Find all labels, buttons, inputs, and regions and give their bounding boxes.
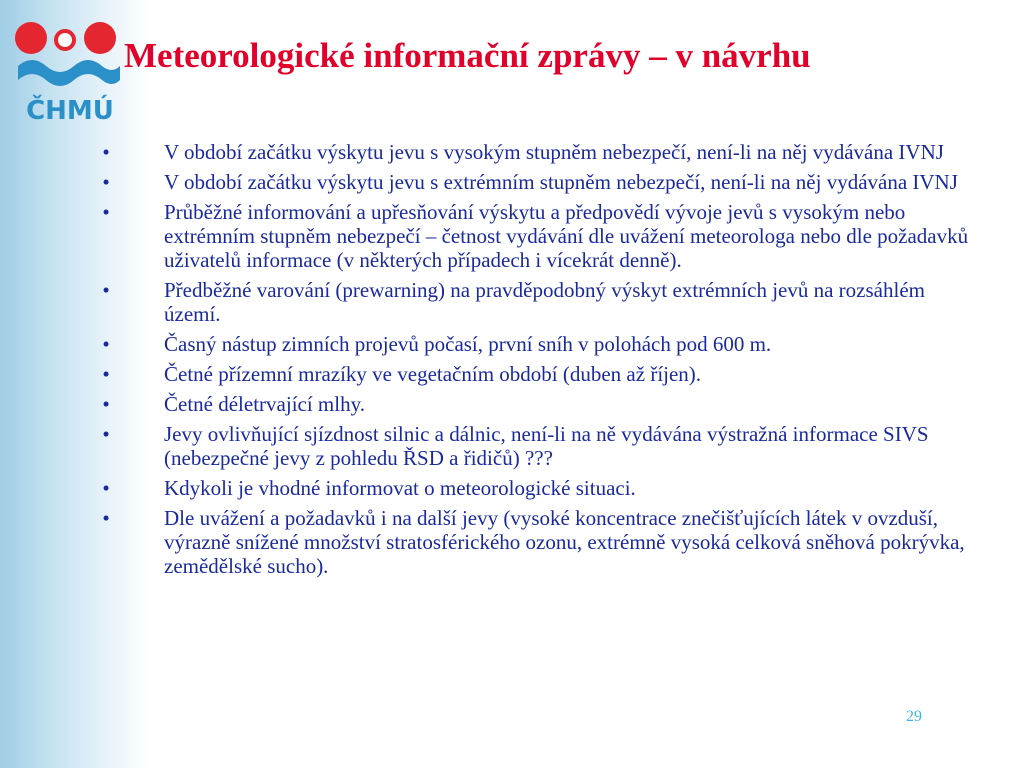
bullet-text: Průběžné informování a upřesňování výskytu a předpovědí vývoje jevů s vysokým nebo extrémním stupněm nebezpečí – četnost vydávání dle uvážení meteorologa nebo dle požadavků uživatelů informace (v některých případech i vícekrát denně). [164,200,969,272]
slide-title: Meteorologické informační zprávy – v návrhu [124,36,811,75]
bullet-dot-icon: • [102,422,110,446]
bullet-text: V období začátku výskytu jevu s extrémním stupněm nebezpečí, není-li na něj vydávána IVNJ [164,170,958,194]
bullet-text: Časný nástup zimních projevů počasí, první sníh v polohách pod 600 m. [164,332,772,356]
bullet-list [96,140,986,584]
bullet-text: Dle uvážení a požadavků i na další jevy (vysoké koncentrace znečišťujících látek v ovzduší, výrazně snížené množství stratosférického ozonu, extrémně vysoká celková sněhová pokrývka, zemědělské sucho). [164,506,965,578]
bullet-text: Kdykoli je vhodné informovat o meteorologické situaci. [164,476,636,500]
bullet-text: V období začátku výskytu jevu s vysokým stupněm nebezpečí, není-li na něj vydávána IVNJ [164,140,944,164]
bullet-item [96,170,986,194]
bullet-item [96,422,986,470]
bullet-item [96,278,986,326]
bullet-item [96,476,986,500]
bullet-dot-icon: • [102,476,110,500]
bullet-dot-icon: • [102,506,110,530]
bullet-dot-icon: • [102,332,110,356]
chmu-logo [14,18,126,128]
bullet-item [96,392,986,416]
bullet-text: Jevy ovlivňující sjízdnost silnic a dálnic, není-li na ně vydávána výstražná informace SIVS (nebezpečné jevy z pohledu ŘSD a řidičů) ??? [164,422,929,470]
bullet-text: Předběžné varování (prewarning) na pravděpodobný výskyt extrémních jevů na rozsáhlém území. [164,278,925,326]
bullet-item [96,140,986,164]
logo-text: ČHMÚ [26,96,114,126]
bullet-dot-icon: • [102,140,110,164]
bullet-dot-icon: • [102,278,110,302]
bullet-dot-icon: • [102,362,110,386]
bullet-dot-icon: • [102,200,110,224]
bullet-dot-icon: • [102,392,110,416]
bullet-item [96,362,986,386]
bullet-dot-icon: • [102,170,110,194]
bullet-item [96,200,986,272]
bullet-item [96,332,986,356]
chmu-logo-icon [14,18,126,98]
bullet-item [96,506,986,578]
bullet-text: Četné přízemní mrazíky ve vegetačním období (duben až říjen). [164,362,702,386]
page-number: 29 [906,708,922,725]
bullet-text: Četné déletrvající mlhy. [164,392,365,416]
